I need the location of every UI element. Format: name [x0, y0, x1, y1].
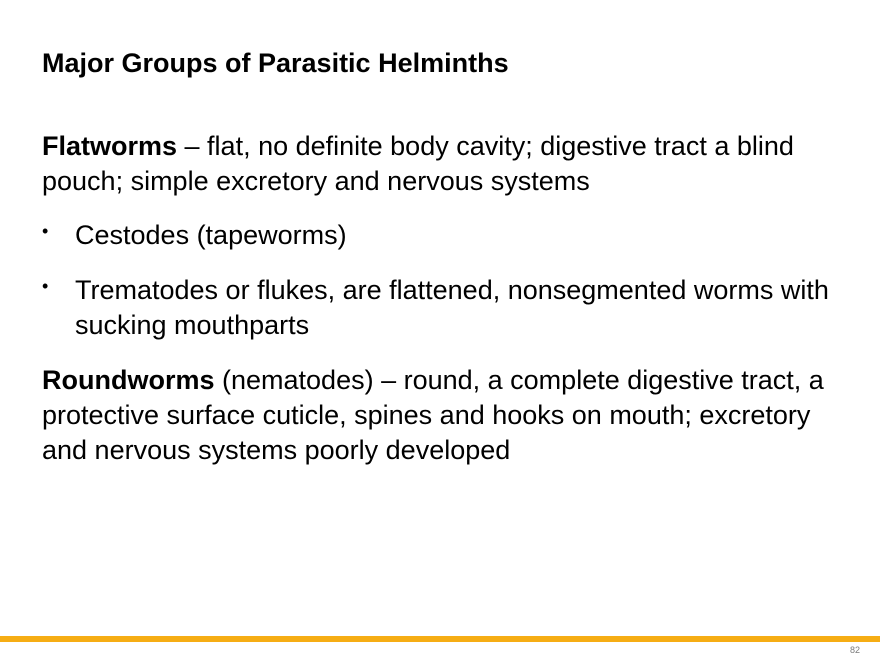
list-item-cestodes: [42, 218, 842, 253]
bullet-dot-icon: •: [42, 221, 49, 241]
list-item-trematodes: [42, 273, 842, 343]
bullet-dot-icon: •: [42, 276, 49, 296]
slide-content: [42, 129, 842, 468]
slide-title: Major Groups of Parasitic Helminths: [42, 48, 509, 78]
flatworms-paragraph: [42, 129, 842, 199]
bottom-accent-bar: [0, 636, 880, 642]
flatworms-term: Flatworms: [42, 131, 178, 161]
roundworms-term: Roundworms: [42, 365, 215, 395]
bullet-text: Trematodes or flukes, are flattened, nonsegmented worms with sucking mouthparts: [75, 275, 829, 340]
page-number: 82: [849, 645, 860, 655]
bullet-text: Cestodes (tapeworms): [75, 220, 347, 250]
roundworms-description: (nematodes) – round, a complete digestive tract, a protective surface cuticle, spines and hooks on mouth; excretory and nervous systems poorly developed: [42, 365, 824, 465]
flatworm-types-list: [42, 218, 842, 343]
flatworms-description: – flat, no definite body cavity; digestive tract a blind pouch; simple excretory and nervous systems: [42, 131, 794, 196]
roundworms-paragraph: [42, 363, 842, 468]
